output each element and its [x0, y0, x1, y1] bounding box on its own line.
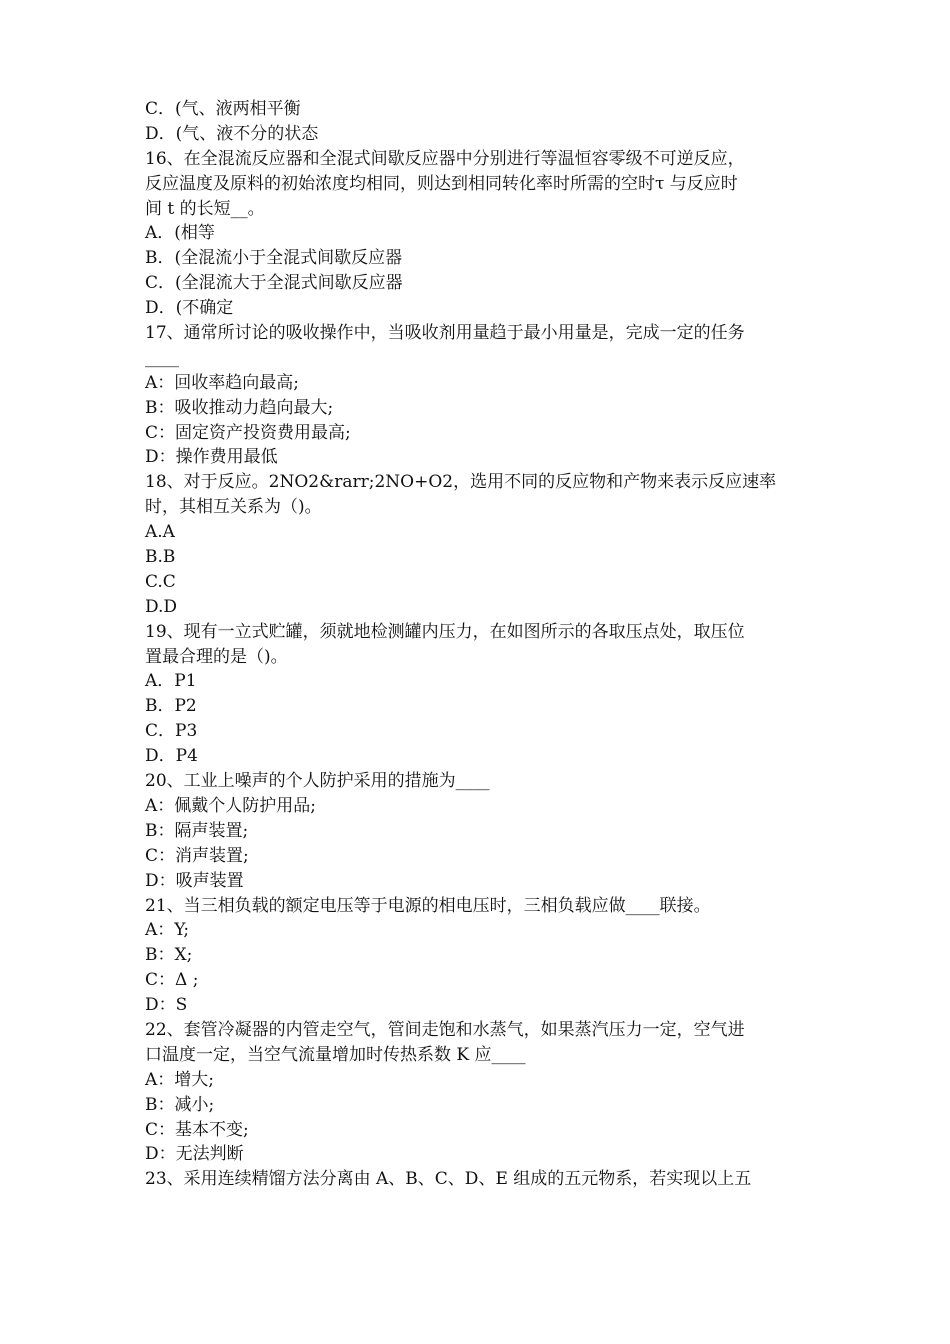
text-line: C．(气、液两相平衡 [145, 99, 301, 119]
text-line: 置最合理的是（)。 [145, 646, 288, 667]
text-line: B．(全混流小于全混式间歇反应器 [145, 248, 403, 269]
text-line: B：隔声装置; [145, 820, 249, 841]
text-line: D．(气、液不分的状态 [145, 123, 319, 144]
text-line: B：X; [145, 945, 193, 966]
text-line: A.A [145, 522, 175, 543]
text-line: A：Y; [145, 920, 190, 941]
text-line: 20、工业上噪声的个人防护采用的措施为____ [145, 771, 490, 792]
text-line: D：S [145, 995, 188, 1016]
text-line: 16、在全混流反应器和全混式间歇反应器中分别进行等温恒容零级不可逆反应， [145, 148, 745, 169]
text-line: C．(全混流大于全混式间歇反应器 [145, 273, 403, 294]
text-line: B.B [145, 547, 176, 568]
text-line: 21、当三相负载的额定电压等于电源的相电压时，三相负载应做____联接。 [145, 895, 711, 916]
text-line: B：减小; [145, 1094, 215, 1115]
text-line: C：基本不变; [145, 1119, 249, 1140]
text-line: 间 t 的长短__。 [145, 198, 265, 219]
text-line: D：无法判断 [145, 1144, 244, 1165]
document-page [145, 97, 825, 1192]
text-line: 时，其相互关系为（)。 [145, 497, 322, 518]
text-line: D．P4 [145, 746, 198, 767]
text-line: C.C [145, 571, 176, 592]
text-line: C．P3 [145, 721, 198, 742]
text-line: B．P2 [145, 696, 197, 717]
text-line: ____ [145, 347, 179, 368]
text-line: 19、现有一立式贮罐，须就地检测罐内压力，在如图所示的各取压点处，取压位 [145, 621, 745, 642]
text-line: A．(相等 [145, 223, 215, 244]
text-line: D：操作费用最低 [145, 447, 278, 468]
text-line: 22、套管冷凝器的内管走空气，管间走饱和水蒸气，如果蒸汽压力一定，空气进 [145, 1019, 745, 1040]
text-line: D：吸声装置 [145, 870, 244, 891]
text-line: A：增大; [145, 1069, 215, 1090]
text-line: 23、采用连续精馏方法分离由 A、B、C、D、E 组成的五元物系，若实现以上五 [145, 1169, 752, 1190]
text-line: 17、通常所讨论的吸收操作中，当吸收剂用量趋于最小用量是，完成一定的任务 [145, 323, 745, 344]
text-line: 18、对于反应。2NO2&rarr;2NO+O2，选用不同的反应物和产物来表示反应速率 [145, 472, 777, 493]
text-line: A：佩戴个人防护用品; [145, 795, 317, 816]
text-line: 反应温度及原料的初始浓度均相同，则达到相同转化率时所需的空时τ 与反应时 [145, 173, 738, 194]
text-line: C：Δ ; [145, 970, 199, 991]
text-line: D．(不确定 [145, 298, 234, 319]
text-line: B：吸收推动力趋向最大; [145, 397, 334, 418]
text-line: A：回收率趋向最高; [145, 372, 300, 393]
text-line: 口温度一定，当空气流量增加时传热系数 K 应____ [145, 1044, 526, 1065]
text-line: C：消声装置; [145, 845, 249, 866]
text-line: D.D [145, 596, 178, 617]
text-line: A．P1 [145, 671, 197, 692]
text-line: C：固定资产投资费用最高; [145, 422, 351, 443]
